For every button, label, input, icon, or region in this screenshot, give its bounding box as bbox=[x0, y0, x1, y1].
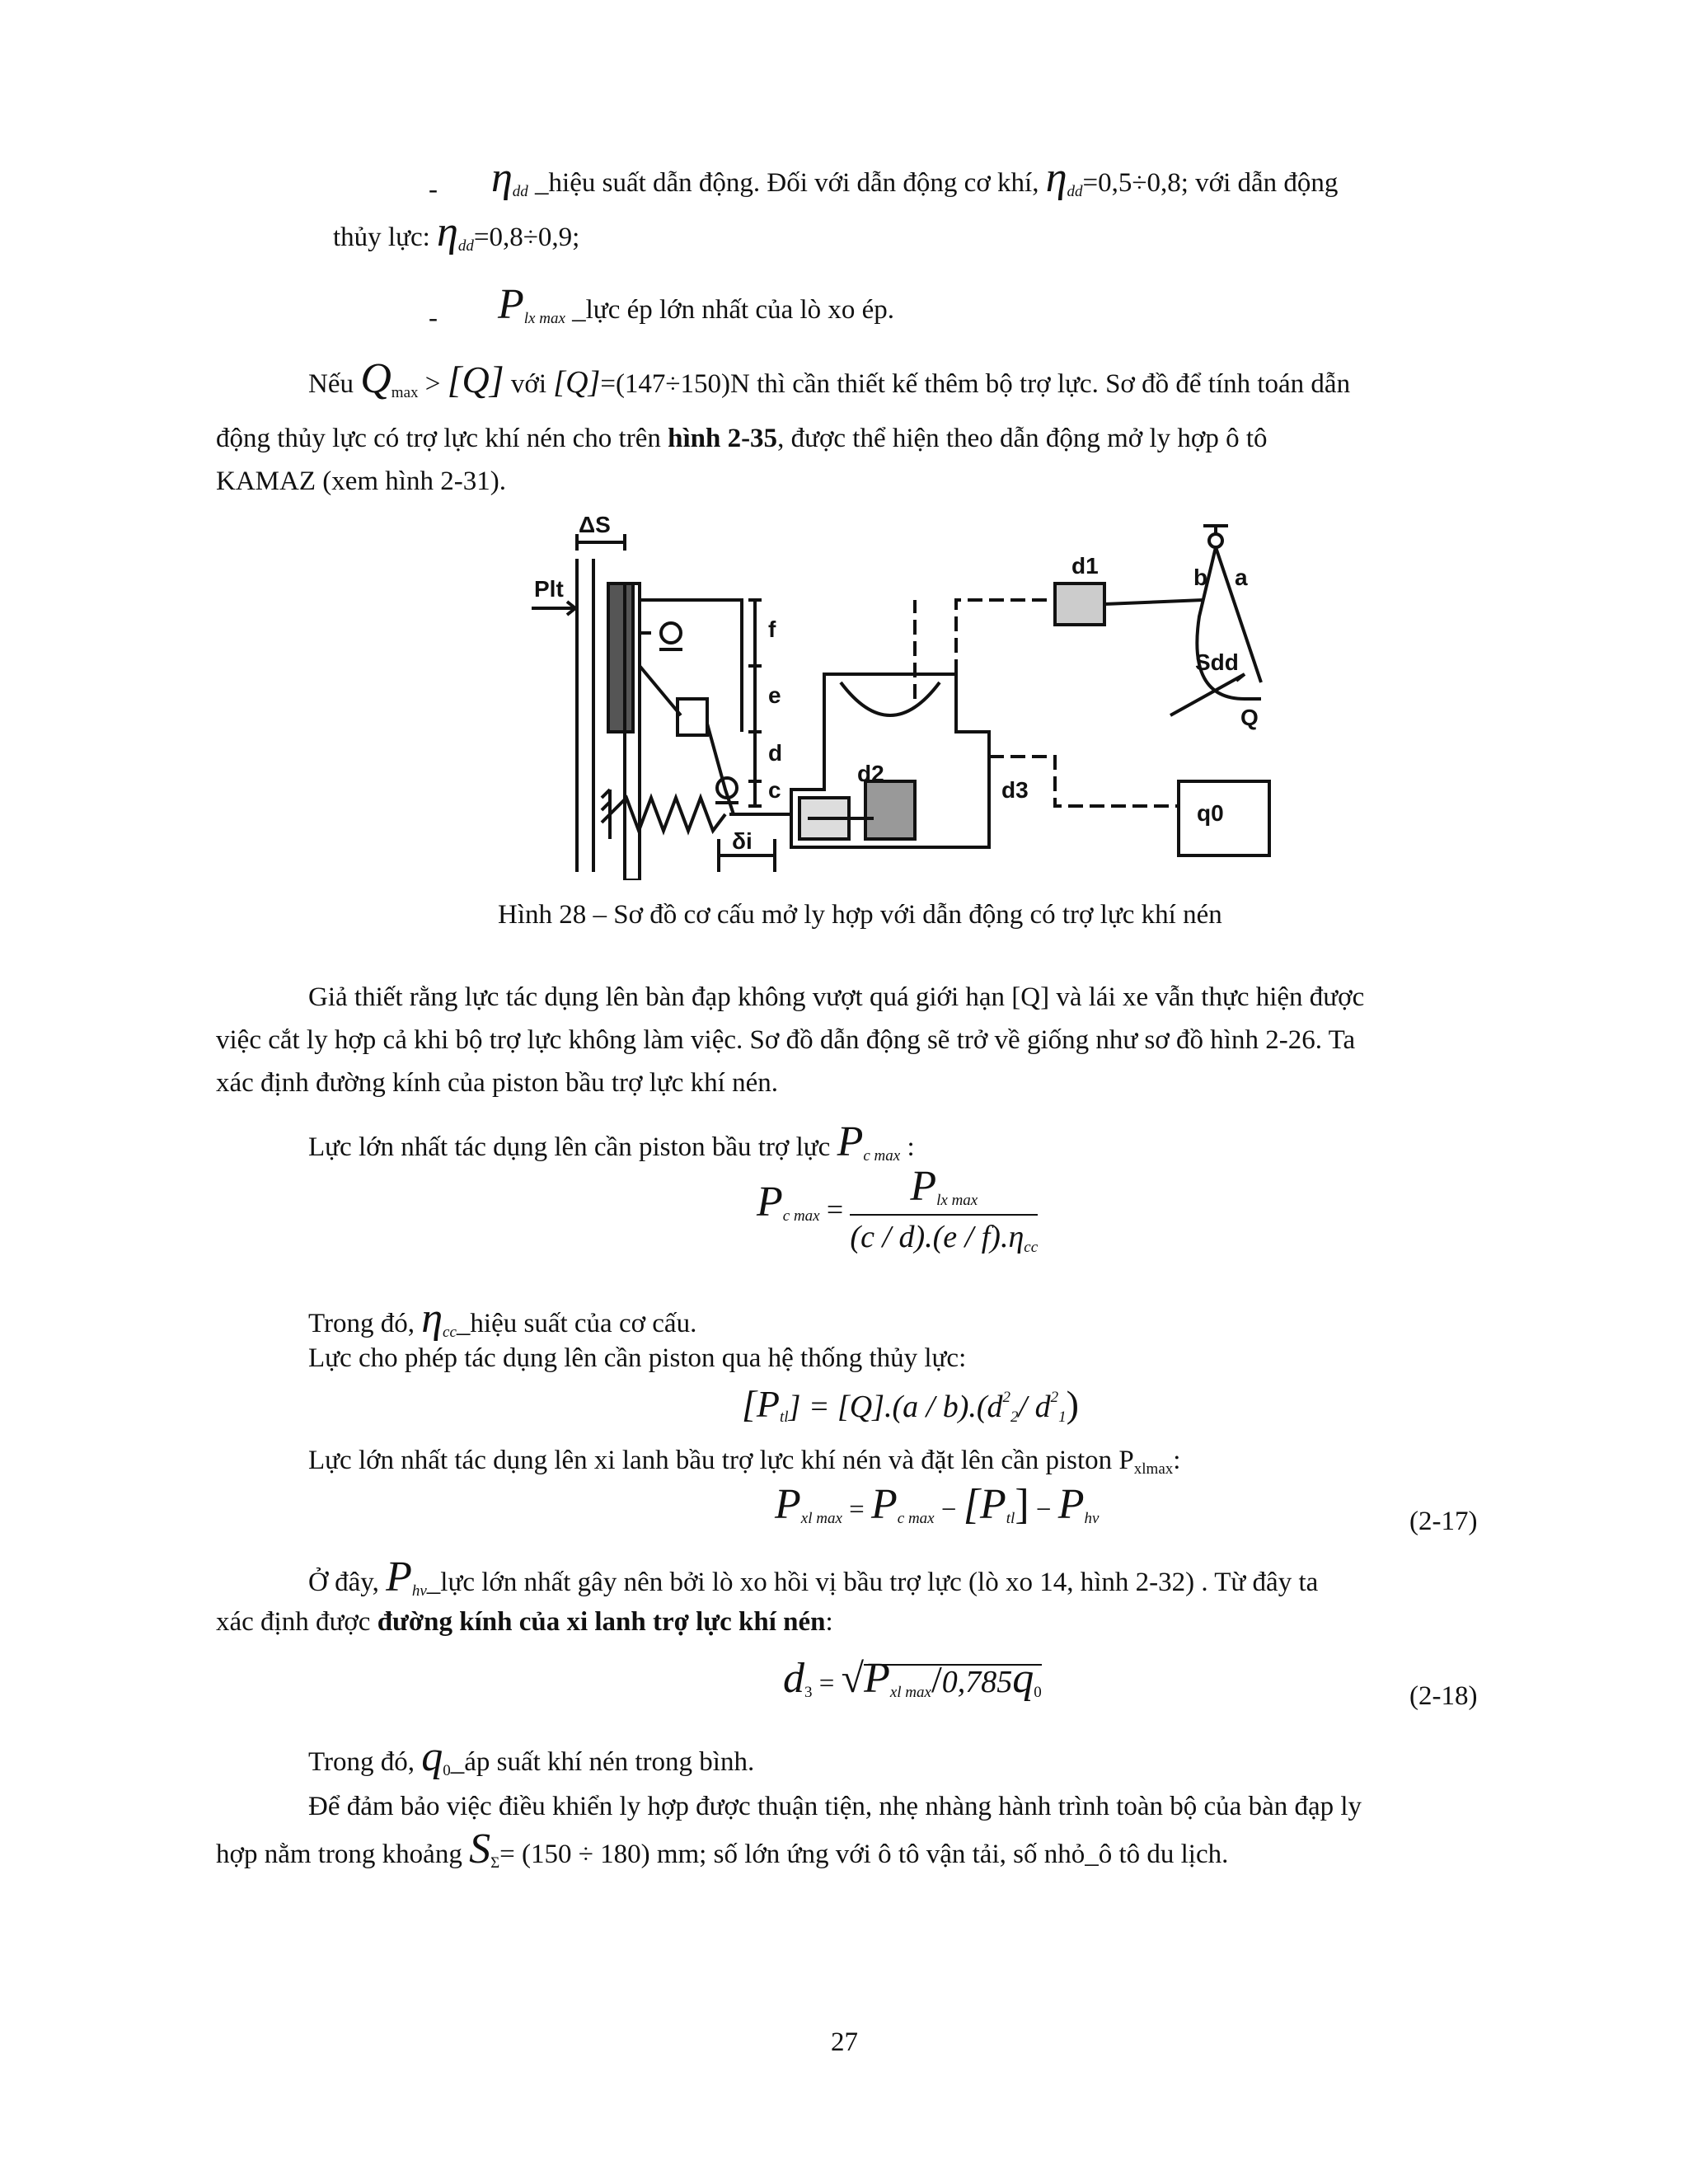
text-span: _hiệu suất của cơ cấu. bbox=[456, 1309, 697, 1338]
math-subscript: dd bbox=[512, 183, 528, 200]
math-symbol: q bbox=[421, 1733, 443, 1780]
text-line bbox=[491, 154, 1339, 209]
math-operator: − bbox=[1035, 1495, 1052, 1525]
math-subscript: xlmax bbox=[1133, 1460, 1174, 1478]
text-span: =0,8÷0,9; bbox=[473, 223, 580, 252]
math-superscript: 2 bbox=[1050, 1389, 1059, 1406]
math-expression: (c / d).(e / f).η bbox=[850, 1220, 1025, 1254]
math-subscript: tl bbox=[1006, 1510, 1015, 1527]
equation-p-xlmax bbox=[775, 1481, 1100, 1535]
label-b: b bbox=[1193, 565, 1208, 590]
bold-reference: hình 2-35 bbox=[668, 424, 778, 453]
math-symbol: P bbox=[498, 281, 524, 328]
text-span: thủy lực: bbox=[333, 223, 430, 252]
math-subscript: 0 bbox=[1034, 1684, 1042, 1701]
math-symbol: q bbox=[1012, 1655, 1034, 1702]
math-symbol: S bbox=[469, 1825, 491, 1872]
text-line bbox=[308, 1790, 1362, 1823]
math-symbol: P bbox=[1057, 1481, 1085, 1528]
label-q0: q0 bbox=[1197, 800, 1224, 826]
math-symbol: [P bbox=[963, 1481, 1006, 1528]
math-subscript: xl max bbox=[889, 1684, 931, 1701]
clutch-mechanism-diagram bbox=[528, 509, 1278, 880]
math-subscript: cc bbox=[1024, 1239, 1039, 1256]
label-d2: d2 bbox=[857, 761, 884, 786]
text-span: Để đảm bảo việc điều khiển ly hợp được thuận tiện, nhẹ nhàng hành trình toàn bộ của bàn đạp ly bbox=[308, 1792, 1362, 1821]
math-symbol: Q bbox=[360, 355, 392, 402]
text-span: _lực lớn nhất gây nên bởi lò xo hồi vị bầu trợ lực (lò xo 14, hình 2-32) . Từ đây ta bbox=[426, 1568, 1319, 1597]
fraction-slash: / bbox=[931, 1658, 942, 1700]
text-line bbox=[333, 209, 580, 263]
label-delta-i: δi bbox=[732, 828, 753, 854]
text-span: _hiệu suất dẫn động. Đối với dẫn động cơ khí, bbox=[535, 168, 1039, 198]
text-span: xác định được bbox=[216, 1607, 371, 1637]
text-line bbox=[308, 1554, 1319, 1608]
text-span: : bbox=[907, 1132, 915, 1162]
text-span: hợp nằm trong khoảng bbox=[216, 1840, 462, 1869]
sqrt-radicand bbox=[864, 1655, 1042, 1702]
text-span: Giả thiết rằng lực tác dụng lên bàn đạp không vượt quá giới hạn [Q] và lái xe vẫn thực hiện được bbox=[308, 982, 1365, 1012]
label-d3: d3 bbox=[1001, 777, 1029, 803]
math-symbol: P bbox=[910, 1163, 937, 1210]
text-span: Ở đây, bbox=[308, 1568, 379, 1597]
text-span: Lực lớn nhất tác dụng lên cần piston bầu trợ lực bbox=[308, 1132, 831, 1162]
math-operator: = bbox=[849, 1495, 865, 1525]
math-symbol: η bbox=[491, 154, 513, 201]
math-bracket: ) bbox=[1066, 1383, 1079, 1425]
math-operator: − bbox=[940, 1495, 957, 1525]
math-subscript: hv bbox=[1084, 1510, 1100, 1527]
text-line bbox=[216, 465, 506, 498]
math-bracket-term: [Q] bbox=[553, 365, 601, 400]
math-symbol: P bbox=[757, 1179, 783, 1226]
math-operator: = bbox=[818, 1669, 835, 1699]
text-line bbox=[308, 1342, 966, 1375]
text-line bbox=[308, 355, 1351, 410]
text-line bbox=[429, 173, 438, 206]
text-span: _áp suất khí nén trong bình. bbox=[450, 1747, 755, 1777]
math-expression: / d bbox=[1018, 1390, 1051, 1424]
text-span: = (150 ÷ 180) mm; số lớn ứng với ô tô vận tải, số nhỏ_ô tô du lịch. bbox=[499, 1840, 1229, 1869]
math-symbol: P bbox=[871, 1481, 898, 1528]
text-span: : bbox=[1173, 1446, 1181, 1475]
text-span: Trong đó, bbox=[308, 1747, 415, 1777]
text-line bbox=[216, 422, 1268, 455]
label-plt: Plt bbox=[534, 576, 564, 602]
math-symbol: P bbox=[386, 1554, 412, 1601]
math-subscript: tl bbox=[780, 1408, 789, 1426]
label-f: f bbox=[768, 616, 776, 642]
math-expression: 0,785 bbox=[941, 1665, 1013, 1699]
text-span: việc cắt ly hợp cả khi bộ trợ lực không làm việc. Sơ đồ dẫn động sẽ trở về giống như sơ đồ hình 2-26. Ta bbox=[216, 1025, 1356, 1055]
figure-caption: Hình 28 – Sơ đồ cơ cấu mở ly hợp với dẫn động có trợ lực khí nén bbox=[498, 900, 1222, 930]
equation-d3 bbox=[783, 1655, 1042, 1709]
text-span: Nếu bbox=[308, 369, 354, 399]
label-d: d bbox=[768, 740, 783, 766]
text-line bbox=[308, 981, 1364, 1014]
text-span: động thủy lực có trợ lực khí nén cho trên bbox=[216, 424, 661, 453]
math-subscript: 2 bbox=[1010, 1408, 1019, 1426]
text-span: : bbox=[825, 1607, 833, 1637]
math-symbol: [P bbox=[742, 1383, 780, 1425]
label-a: a bbox=[1235, 565, 1248, 590]
text-span: Lực cho phép tác dụng lên cần piston qua hệ thống thủy lực: bbox=[308, 1343, 967, 1373]
label-e: e bbox=[768, 682, 781, 708]
text-line bbox=[498, 281, 895, 335]
math-subscript: xl max bbox=[800, 1510, 842, 1527]
math-subscript: cc bbox=[443, 1324, 457, 1341]
math-subscript: lx max bbox=[523, 310, 565, 327]
label-delta-s: ΔS bbox=[579, 512, 611, 537]
math-symbol: P bbox=[775, 1481, 801, 1528]
text-span: Trong đó, bbox=[308, 1309, 415, 1338]
math-bracket-term: [Q] bbox=[447, 359, 504, 401]
math-subscript: dd bbox=[1067, 183, 1083, 200]
text-span: =0,5÷0,8; với dẫn động bbox=[1082, 168, 1339, 198]
math-symbol: η bbox=[1045, 154, 1067, 201]
label-d1: d1 bbox=[1071, 553, 1099, 579]
math-symbol: η bbox=[437, 209, 458, 255]
equation-p-cmax bbox=[757, 1162, 1038, 1257]
equation-number: (2-17) bbox=[1409, 1507, 1478, 1536]
bullet-dash: - bbox=[429, 175, 438, 204]
math-bracket: ] bbox=[1015, 1481, 1029, 1528]
text-line bbox=[429, 302, 438, 335]
text-span: KAMAZ (xem hình 2-31). bbox=[216, 466, 506, 496]
math-subscript: lx max bbox=[936, 1192, 978, 1209]
math-subscript: c max bbox=[782, 1207, 820, 1226]
math-symbol: d bbox=[783, 1655, 804, 1702]
text-line bbox=[216, 1066, 778, 1099]
math-operator: = bbox=[826, 1193, 844, 1226]
text-span: _lực ép lớn nhất của lò xo ép. bbox=[572, 295, 895, 325]
math-subscript: 3 bbox=[804, 1684, 813, 1701]
sqrt-sign: √ bbox=[841, 1655, 865, 1701]
math-fraction bbox=[850, 1162, 1038, 1257]
math-operator: > bbox=[424, 369, 441, 399]
math-subscript: 1 bbox=[1058, 1408, 1067, 1426]
text-line bbox=[308, 1444, 1180, 1486]
math-subscript: hv bbox=[411, 1582, 427, 1600]
text-span: với bbox=[510, 369, 547, 399]
text-span: xác định đường kính của piston bầu trợ lực khí nén. bbox=[216, 1068, 778, 1098]
math-subscript: c max bbox=[897, 1510, 935, 1527]
equation-number: (2-18) bbox=[1409, 1681, 1478, 1711]
label-q: Q bbox=[1240, 705, 1259, 730]
page-number: 27 bbox=[831, 2027, 858, 2057]
math-symbol: P bbox=[864, 1655, 890, 1702]
label-c: c bbox=[768, 777, 781, 803]
bold-term: đường kính của xi lanh trợ lực khí nén bbox=[377, 1607, 826, 1637]
math-symbol: P bbox=[837, 1118, 864, 1165]
math-symbol: η bbox=[421, 1295, 443, 1342]
bullet-dash: - bbox=[429, 303, 438, 333]
text-span: , được thể hiện theo dẫn động mở ly hợp ô tô bbox=[777, 424, 1268, 453]
text-line bbox=[216, 1825, 1229, 1880]
math-subscript: max bbox=[391, 384, 419, 401]
math-subscript: dd bbox=[457, 237, 474, 255]
text-line bbox=[216, 1605, 833, 1638]
equation-p-tl bbox=[742, 1381, 1079, 1434]
math-subscript: c max bbox=[863, 1147, 901, 1165]
text-line bbox=[308, 1733, 755, 1788]
label-sdd: Sdd bbox=[1195, 649, 1239, 675]
text-line bbox=[216, 1024, 1355, 1057]
text-span: =(147÷150)N thì cần thiết kế thêm bộ trợ lực. Sơ đồ để tính toán dẫn bbox=[600, 369, 1351, 399]
math-subscript: 0 bbox=[443, 1762, 451, 1779]
math-subscript: Σ bbox=[490, 1854, 500, 1872]
text-span: Lực lớn nhất tác dụng lên xi lanh bầu trợ lực khí nén và đặt lên cần piston P bbox=[308, 1446, 1134, 1475]
math-superscript: 2 bbox=[1002, 1389, 1011, 1406]
math-expression: ] = [Q].(a / b).(d bbox=[788, 1390, 1003, 1424]
